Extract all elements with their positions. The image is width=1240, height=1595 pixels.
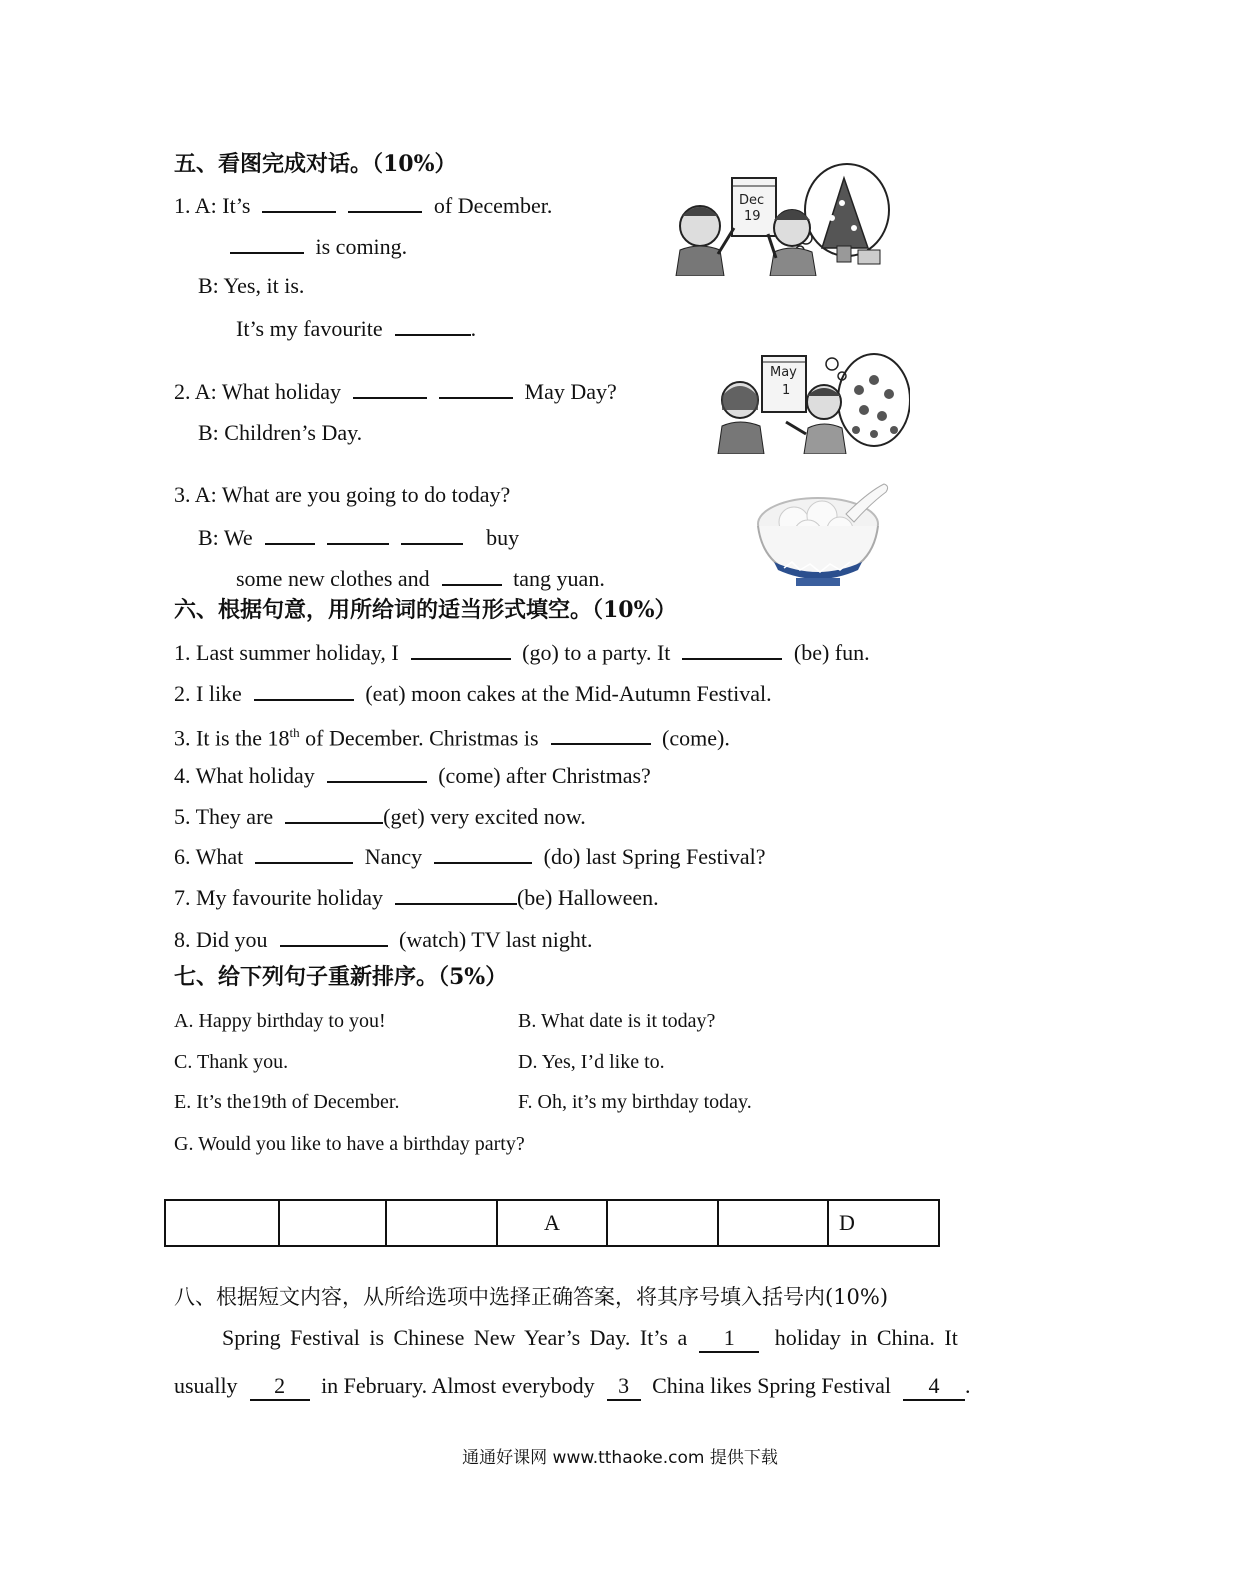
s6-item-4-a: 4. What holiday — [174, 763, 315, 788]
s5-q3-line3-prefix: some new clothes and — [236, 566, 430, 591]
s5-q3-line3-suffix: tang yuan. — [513, 566, 605, 591]
s5-q3-b-suffix: buy — [486, 525, 520, 550]
s5-q1-b2-text: It’s my favourite — [236, 316, 383, 341]
s5-q2-line1 — [174, 377, 617, 405]
s5-q1-a-suffix: of December. — [433, 193, 553, 218]
s5-q2-b: B: Children’s Day. — [198, 420, 363, 445]
order-cell-3[interactable] — [386, 1200, 497, 1246]
order-cell-4[interactable]: A — [497, 1200, 607, 1246]
s5-q1-line2-suffix: is coming. — [315, 234, 408, 259]
s6-item-3-a: 3. It is the 18 — [174, 725, 290, 751]
answer-blank[interactable] — [682, 638, 782, 660]
order-cell-1[interactable] — [165, 1200, 279, 1246]
s5-q1-a-prefix: 1. A: It’s — [174, 193, 251, 218]
s5-q1-line2 — [224, 232, 407, 260]
answer-blank[interactable] — [265, 523, 315, 545]
s5-q1-b: B: Yes, it is. — [198, 273, 305, 298]
calendar-day: 1 — [782, 383, 791, 398]
answer-blank[interactable] — [280, 925, 388, 947]
answer-blank[interactable] — [285, 802, 383, 824]
section-6-title: 六、根据句意，用所给词的适当形式填空。（10%） — [174, 597, 677, 623]
s6-item-2-a: 2. I like — [174, 681, 242, 706]
s6-item-1-c: (be) fun. — [793, 640, 870, 665]
s6-item-4 — [174, 761, 651, 789]
s5-q3-line3 — [236, 564, 605, 592]
calendar-day: 19 — [744, 209, 761, 224]
s5-q3-b-prefix: B: We — [198, 525, 253, 550]
s5-q2-a-suffix: May Day? — [524, 379, 617, 404]
answer-blank[interactable] — [442, 564, 502, 586]
calendar-month: Dec — [739, 193, 765, 208]
s7-option-a: A. Happy birthday to you! — [174, 1010, 386, 1032]
s8-line-2 — [174, 1373, 971, 1401]
answer-blank[interactable] — [551, 723, 651, 745]
order-row — [165, 1200, 939, 1246]
s8-text-2b: in February. Almost everybody — [321, 1373, 595, 1398]
answer-blank[interactable] — [434, 842, 532, 864]
section-5-title: 五、看图完成对话。（10%） — [174, 151, 457, 177]
s5-q3-a: 3. A: What are you going to do today? — [174, 482, 511, 507]
s7-option-c: C. Thank you. — [174, 1051, 289, 1073]
answer-blank[interactable] — [230, 232, 304, 254]
s6-item-7-b: (be) Halloween. — [516, 885, 659, 910]
s6-item-6-b: Nancy — [364, 844, 423, 869]
s7-option-g: G. Would you like to have a birthday party? — [174, 1133, 525, 1155]
s7-option-d: D. Yes, I’d like to. — [518, 1051, 665, 1073]
order-cell-5[interactable] — [607, 1200, 718, 1246]
s6-item-3-sup: th — [289, 725, 300, 740]
answer-blank[interactable] — [395, 883, 517, 905]
s6-item-8-a: 8. Did you — [174, 927, 268, 952]
s5-q1-b2-end: . — [470, 316, 477, 341]
s7-option-e: E. It’s the19th of December. — [174, 1091, 400, 1113]
s6-item-5-a: 5. They are — [174, 804, 274, 829]
answer-blank[interactable] — [395, 314, 471, 336]
s6-item-1 — [174, 638, 870, 666]
page-footer: 通通好课网 www.tthaoke.com 提供下载 — [462, 1448, 778, 1468]
s5-q1-b2 — [236, 314, 476, 342]
s8-text-1a: Spring Festival is Chinese New Year’s Day. It’s a — [222, 1325, 688, 1350]
answer-blank[interactable] — [401, 523, 463, 545]
s6-item-1-a: 1. Last summer holiday, I — [174, 640, 399, 665]
s5-q1-line1 — [174, 191, 552, 219]
s6-item-5 — [174, 802, 586, 830]
s8-text-2a: usually — [174, 1373, 238, 1398]
s6-item-2 — [174, 679, 772, 707]
s7-option-f: F. Oh, it’s my birthday today. — [518, 1091, 752, 1113]
tang-yuan-bowl-illustration — [750, 478, 890, 594]
s5-q3-b — [198, 523, 519, 551]
s6-item-6-c: (do) last Spring Festival? — [543, 844, 766, 869]
s6-item-4-b: (come) after Christmas? — [438, 763, 651, 788]
order-cell-6[interactable] — [718, 1200, 828, 1246]
section-7-title: 七、给下列句子重新排序。（5%） — [174, 964, 508, 990]
answer-blank-2[interactable]: 2 — [250, 1373, 310, 1401]
s6-item-3-b: of December. Christmas is — [299, 725, 539, 751]
s6-item-5-b: (get) very excited now. — [383, 804, 586, 829]
calendar-month: May — [770, 365, 797, 380]
s8-text-2c: China likes Spring Festival — [652, 1373, 892, 1398]
s6-item-2-b: (eat) moon cakes at the Mid-Autumn Festival. — [365, 681, 772, 706]
answer-blank-1[interactable]: 1 — [699, 1325, 759, 1353]
answer-blank[interactable] — [327, 761, 427, 783]
s5-q2-a-prefix: 2. A: What holiday — [174, 379, 342, 404]
s6-item-7 — [174, 883, 659, 911]
s6-item-6-a: 6. What — [174, 844, 244, 869]
answer-blank-3[interactable]: 3 — [607, 1373, 641, 1401]
order-answer-table — [164, 1199, 940, 1247]
s8-text-2d: . — [965, 1373, 971, 1398]
s6-item-3 — [174, 720, 730, 751]
section-8-title: 八、根据短文内容，从所给选项中选择正确答案，将其序号填入括号内(10%) — [174, 1285, 889, 1309]
may-day-illustration — [714, 350, 910, 454]
s6-item-1-b: (go) to a party. It — [522, 640, 671, 665]
answer-blank[interactable] — [255, 842, 353, 864]
answer-blank[interactable] — [254, 679, 354, 701]
order-cell-2[interactable] — [279, 1200, 386, 1246]
answer-blank-4[interactable]: 4 — [903, 1373, 965, 1401]
s8-text-1b: holiday in China. It — [774, 1325, 958, 1350]
s7-option-b: B. What date is it today? — [518, 1010, 716, 1032]
answer-blank[interactable] — [411, 638, 511, 660]
answer-blank[interactable] — [348, 191, 422, 213]
answer-blank[interactable] — [353, 377, 427, 399]
s6-item-8-b: (watch) TV last night. — [399, 927, 593, 952]
s6-item-8 — [174, 925, 593, 953]
s6-item-7-a: 7. My favourite holiday — [174, 885, 383, 910]
answer-blank[interactable] — [327, 523, 389, 545]
answer-blank[interactable] — [439, 377, 513, 399]
order-cell-7[interactable]: D — [828, 1200, 939, 1246]
s6-item-6 — [174, 842, 765, 870]
s8-line-1 — [222, 1325, 958, 1353]
s6-item-3-c: (come). — [662, 725, 730, 751]
answer-blank[interactable] — [262, 191, 336, 213]
christmas-illustration — [672, 158, 892, 276]
